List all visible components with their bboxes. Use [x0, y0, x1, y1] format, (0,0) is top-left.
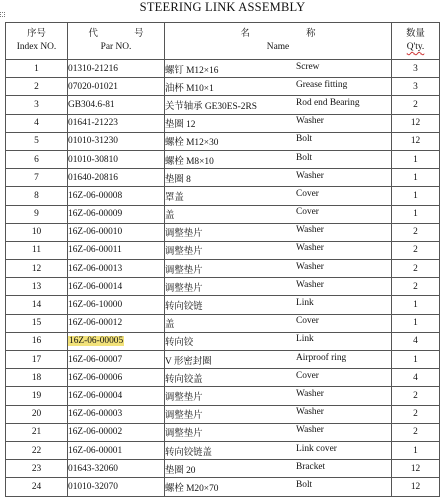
cell-index: 14	[6, 296, 68, 314]
cell-qty: 4	[392, 332, 440, 350]
cell-index: 21	[6, 423, 68, 441]
part-no-text: 01641-21223	[68, 118, 118, 129]
cell-index: 7	[6, 169, 68, 187]
cell-qty: 12	[392, 114, 440, 132]
cell-index: 16	[6, 332, 68, 350]
part-no-text: 01640-20816	[68, 172, 118, 183]
name-en: Washer	[296, 243, 324, 254]
table-row	[6, 278, 440, 296]
cell-name	[165, 351, 392, 369]
table-row	[6, 169, 440, 187]
cell-name	[165, 423, 392, 441]
table-row	[6, 460, 440, 478]
part-no-text: 16Z-06-00009	[68, 209, 123, 220]
cell-index: 4	[6, 114, 68, 132]
cell-qty: 2	[392, 96, 440, 114]
name-en: Bolt	[296, 479, 313, 490]
name-en: Rod end Bearing	[296, 97, 360, 108]
table-row	[6, 405, 440, 423]
cell-part-no	[68, 423, 165, 441]
name-en: Link	[296, 334, 314, 345]
table-header	[6, 23, 440, 60]
table-row	[6, 241, 440, 259]
name-en: Washer	[296, 388, 324, 399]
cell-part-no	[68, 296, 165, 314]
name-cn: 油杯 M10×1	[165, 83, 214, 94]
table-row	[6, 332, 440, 350]
cell-index: 2	[6, 78, 68, 96]
cell-name	[165, 169, 392, 187]
header-index-cn: 序号	[27, 29, 46, 39]
cell-name	[165, 241, 392, 259]
cell-part-no	[68, 260, 165, 278]
name-en: Screw	[296, 61, 320, 72]
cell-name	[165, 460, 392, 478]
name-cn: 调整垫片	[165, 392, 203, 403]
cell-part-no	[68, 351, 165, 369]
cell-part-no	[68, 114, 165, 132]
name-en: Link	[296, 298, 314, 309]
cell-index: 15	[6, 314, 68, 332]
header-row	[6, 23, 440, 60]
name-cn: 调整垫片	[165, 411, 203, 422]
cell-qty: 2	[392, 387, 440, 405]
cell-part-no	[68, 314, 165, 332]
table-row	[6, 114, 440, 132]
name-cn: 垫圈 12	[165, 120, 196, 131]
cell-index: 12	[6, 260, 68, 278]
cell-name	[165, 96, 392, 114]
cell-name	[165, 150, 392, 168]
name-cn: 转向铰盖	[165, 374, 203, 385]
cell-part-no	[68, 223, 165, 241]
table-row	[6, 205, 440, 223]
cell-qty: 1	[392, 314, 440, 332]
part-no-text: 16Z-06-00005	[69, 336, 124, 347]
cell-part-no	[68, 441, 165, 459]
cell-name	[165, 369, 392, 387]
name-cn: 转向铰链盖	[165, 447, 212, 458]
header-name-en: Name	[266, 42, 290, 52]
name-cn: 螺栓 M20×70	[165, 483, 219, 494]
cell-qty: 1	[392, 150, 440, 168]
header-qty	[392, 23, 440, 60]
cell-qty: 1	[392, 441, 440, 459]
table-row	[6, 187, 440, 205]
name-cn: 垫圈 8	[165, 174, 191, 185]
name-en: Washer	[296, 225, 324, 236]
part-no-text: 16Z-06-00004	[68, 390, 123, 401]
table-row	[6, 150, 440, 168]
cell-name	[165, 223, 392, 241]
cell-qty: 1	[392, 187, 440, 205]
name-cn: V 形密封圈	[165, 356, 212, 367]
name-en: Bolt	[296, 134, 313, 145]
cell-index: 8	[6, 187, 68, 205]
cell-part-no	[68, 60, 165, 78]
cell-name	[165, 387, 392, 405]
cell-qty: 3	[392, 60, 440, 78]
name-cn: 盖	[165, 211, 175, 222]
name-cn: 转向铰链	[165, 302, 203, 313]
cell-index: 24	[6, 478, 68, 496]
name-cn: 罩盖	[165, 192, 184, 203]
cell-index: 9	[6, 205, 68, 223]
cell-part-no	[68, 478, 165, 496]
name-en: Cover	[296, 316, 319, 327]
page-title: STEERING LINK ASSEMBLY	[139, 0, 306, 14]
cell-part-no	[68, 132, 165, 150]
header-index-en: Index NO.	[16, 42, 57, 52]
cell-qty: 4	[392, 369, 440, 387]
cell-name	[165, 60, 392, 78]
table-row	[6, 351, 440, 369]
header-name-cn: 名 称	[240, 29, 316, 39]
table-row	[6, 423, 440, 441]
name-en: Cover	[296, 207, 319, 218]
cell-qty: 1	[392, 169, 440, 187]
cell-part-no	[68, 150, 165, 168]
cell-name	[165, 78, 392, 96]
name-cn: 螺栓 M8×10	[165, 156, 214, 167]
cell-name	[165, 278, 392, 296]
cell-index: 3	[6, 96, 68, 114]
cell-part-no	[68, 169, 165, 187]
cell-part-no	[68, 387, 165, 405]
name-cn: 调整垫片	[165, 265, 203, 276]
cell-part-no	[68, 241, 165, 259]
part-no-text: 01010-30810	[68, 154, 118, 165]
cell-qty: 2	[392, 241, 440, 259]
name-en: Washer	[296, 407, 324, 418]
cell-qty: 3	[392, 78, 440, 96]
cell-index: 19	[6, 387, 68, 405]
header-name	[165, 23, 392, 60]
name-en: Washer	[296, 261, 324, 272]
name-cn: 调整垫片	[165, 229, 203, 240]
cell-qty: 2	[392, 423, 440, 441]
name-en: Washer	[296, 170, 324, 181]
cell-name	[165, 314, 392, 332]
cell-qty: 1	[392, 205, 440, 223]
cell-name	[165, 332, 392, 350]
name-en: Airproof ring	[296, 352, 347, 363]
name-en: Washer	[296, 279, 324, 290]
cell-part-no	[68, 78, 165, 96]
header-part-no-cn: 代 号	[88, 29, 144, 39]
cell-index: 5	[6, 132, 68, 150]
name-cn: 调整垫片	[165, 283, 203, 294]
cell-name	[165, 405, 392, 423]
cell-qty: 2	[392, 223, 440, 241]
cell-index: 1	[6, 60, 68, 78]
part-no-text: 01643-32060	[68, 463, 118, 474]
cell-index: 20	[6, 405, 68, 423]
table-row	[6, 387, 440, 405]
name-en: Washer	[296, 425, 324, 436]
cell-qty: 12	[392, 460, 440, 478]
table-row	[6, 60, 440, 78]
cell-qty: 12	[392, 132, 440, 150]
name-cn: 螺栓 M12×30	[165, 138, 219, 149]
header-index	[6, 23, 68, 60]
cell-qty: 1	[392, 296, 440, 314]
header-part-no-en: Par NO.	[100, 42, 132, 52]
table-row	[6, 369, 440, 387]
cell-name	[165, 296, 392, 314]
cell-index: 13	[6, 278, 68, 296]
cell-part-no	[68, 332, 165, 350]
part-no-text: 16Z-06-10000	[68, 300, 123, 311]
part-no-text: 01010-32070	[68, 481, 118, 492]
cell-qty: 12	[392, 478, 440, 496]
name-cn: 调整垫片	[165, 247, 203, 258]
name-cn: 转向铰	[165, 338, 194, 349]
cell-index: 11	[6, 241, 68, 259]
table-row	[6, 296, 440, 314]
cell-qty: 2	[392, 260, 440, 278]
part-no-text: 16Z-06-00011	[68, 245, 122, 256]
part-no-text: GB304.6-81	[68, 99, 115, 110]
cell-index: 22	[6, 441, 68, 459]
name-cn: 关节轴承 GE30ES-2RS	[165, 101, 257, 112]
name-en: Cover	[296, 370, 319, 381]
cell-index: 18	[6, 369, 68, 387]
table-body	[6, 60, 440, 497]
table-row	[6, 478, 440, 496]
name-en: Link cover	[296, 443, 337, 454]
name-en: Grease fitting	[296, 79, 348, 90]
name-en: Bolt	[296, 152, 313, 163]
cell-part-no	[68, 369, 165, 387]
cell-part-no	[68, 405, 165, 423]
name-cn: 垫圈 20	[165, 465, 196, 476]
header-qty-cn: 数量	[406, 29, 425, 39]
cell-index: 17	[6, 351, 68, 369]
cell-part-no	[68, 96, 165, 114]
cell-part-no	[68, 278, 165, 296]
header-part-no	[68, 23, 165, 60]
table-row	[6, 132, 440, 150]
table-row	[6, 260, 440, 278]
cell-name	[165, 478, 392, 496]
table-row	[6, 96, 440, 114]
part-no-text: 01010-31230	[68, 136, 118, 147]
cell-qty: 2	[392, 278, 440, 296]
part-no-text: 16Z-06-00010	[68, 227, 123, 238]
name-cn: 螺钉 M12×16	[165, 65, 219, 76]
cell-index: 6	[6, 150, 68, 168]
part-no-text: 01310-21216	[68, 63, 118, 74]
part-no-text: 16Z-06-00006	[68, 372, 123, 383]
cell-name	[165, 132, 392, 150]
part-no-text: 16Z-06-00002	[68, 427, 123, 438]
name-cn: 盖	[165, 320, 175, 331]
name-en: Washer	[296, 116, 324, 127]
part-no-text: 16Z-06-00007	[68, 354, 123, 365]
part-no-text: 16Z-06-00013	[68, 263, 123, 274]
cell-index: 10	[6, 223, 68, 241]
table-row	[6, 441, 440, 459]
cell-name	[165, 260, 392, 278]
cell-qty: 2	[392, 405, 440, 423]
cell-part-no	[68, 187, 165, 205]
name-cn: 调整垫片	[165, 429, 203, 440]
part-no-text: 07020-01021	[68, 81, 118, 92]
parts-table	[5, 22, 440, 497]
cell-qty: 1	[392, 351, 440, 369]
cell-name	[165, 187, 392, 205]
part-no-text: 16Z-06-00008	[68, 190, 123, 201]
cell-part-no	[68, 460, 165, 478]
cell-index: 23	[6, 460, 68, 478]
cell-name	[165, 205, 392, 223]
table-row	[6, 78, 440, 96]
part-no-text: 16Z-06-00012	[68, 318, 123, 329]
part-no-text: 16Z-06-00003	[68, 409, 123, 420]
name-en: Cover	[296, 188, 319, 199]
table-row	[6, 223, 440, 241]
cell-name	[165, 441, 392, 459]
header-qty-en: Q'ty.	[406, 42, 425, 52]
table-row	[6, 314, 440, 332]
cell-part-no	[68, 205, 165, 223]
cell-name	[165, 114, 392, 132]
part-no-text: 16Z-06-00001	[68, 445, 123, 456]
part-no-text: 16Z-06-00014	[68, 281, 123, 292]
name-en: Bracket	[296, 461, 326, 472]
